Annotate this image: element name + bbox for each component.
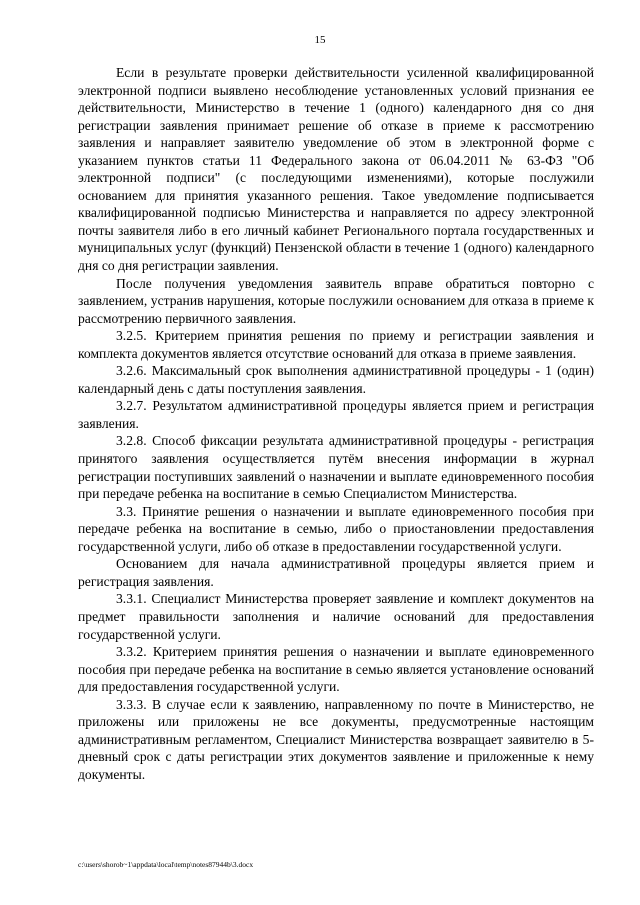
page-number: 15	[314, 34, 326, 46]
paragraph-3-2-7: 3.2.7. Результатом административной процедуры является прием и регистрация заявления.	[78, 398, 594, 431]
paragraph-3-3-1: 3.3.1. Специалист Министерства проверяет заявление и комплект документов на предмет правильности заполнения и наличие оснований для предоставления государственной услуги.	[78, 591, 594, 642]
paragraph-3-2-6: 3.2.6. Максимальный срок выполнения административной процедуры - 1 (один) календарный день с даты поступления заявления.	[78, 363, 594, 396]
paragraph-basis: Основанием для начала административной процедуры является прием и регистрация заявления.	[78, 556, 594, 589]
paragraph-3-3: 3.3. Принятие решения о назначении и выплате единовременного пособия при передаче ребенка на воспитание в семью, либо о приостановлении предоставления государственной услуги, либо об отказе в предоставлении государственной услуги.	[78, 503, 594, 554]
paragraph-3-2-8: 3.2.8. Способ фиксации результата административной процедуры - регистрация принятого заявления осуществляется путём внесения информации в журнал регистрации поступивших заявлений о назначении и выплате единовременного пособия при передаче ребенка на воспитание в семью Специалистом Министерства.	[78, 433, 594, 502]
document-body	[78, 64, 594, 783]
paragraph-repeat-application: После получения уведомления заявитель вправе обратиться повторно с заявлением, устранив нарушения, которые послужили основанием для отказа в приеме к рассмотрению первичного заявления.	[78, 275, 594, 326]
paragraph-3-3-2: 3.3.2. Критерием принятия решения о назначении и выплате единовременного пособия при передаче ребенка на воспитание в семью является установление оснований для предоставления государственной услуги.	[78, 644, 594, 695]
paragraph-3-3-3: 3.3.3. В случае если к заявлению, направленному по почте в Министерство, не приложены или приложены не все документы, предусмотренные настоящим административным регламентом, Специалист Министерства возвращает заявителю в 5-дневный срок с даты регистрации этих документов заявление и приложенные к нему документы.	[78, 696, 594, 782]
footer-file-path: c:\users\shorob~1\appdata\local\temp\notes87944b\3.docx	[78, 860, 254, 869]
paragraph-3-2-5: 3.2.5. Критерием принятия решения по приему и регистрации заявления и комплекта документов является отсутствие оснований для отказа в приеме заявления.	[78, 328, 594, 361]
paragraph-esp-check: Если в результате проверки действительности усиленной квалифицированной электронной подписи выявлено несоблюдение установленных условий признания ее действительности, Министерство в течение 1 (одного) календарного дня со дня регистрации заявления принимает решение об отказе в приеме к рассмотрению заявления и направляет заявителю уведомление об этом в электронной форме с указанием пунктов статьи 11 Федерального закона от 06.04.2011 № 63-ФЗ "Об электронной подписи" (с последующими изменениями), которые послужили основанием для принятия указанного решения. Такое уведомление подписывается квалифицированной подписью Министерства и направляется по адресу электронной почты заявителя либо в его личный кабинет Регионального портала государственных и муниципальных услуг (функций) Пензенской области в течение 1 (одного) календарного дня со дня регистрации заявления.	[78, 65, 594, 274]
